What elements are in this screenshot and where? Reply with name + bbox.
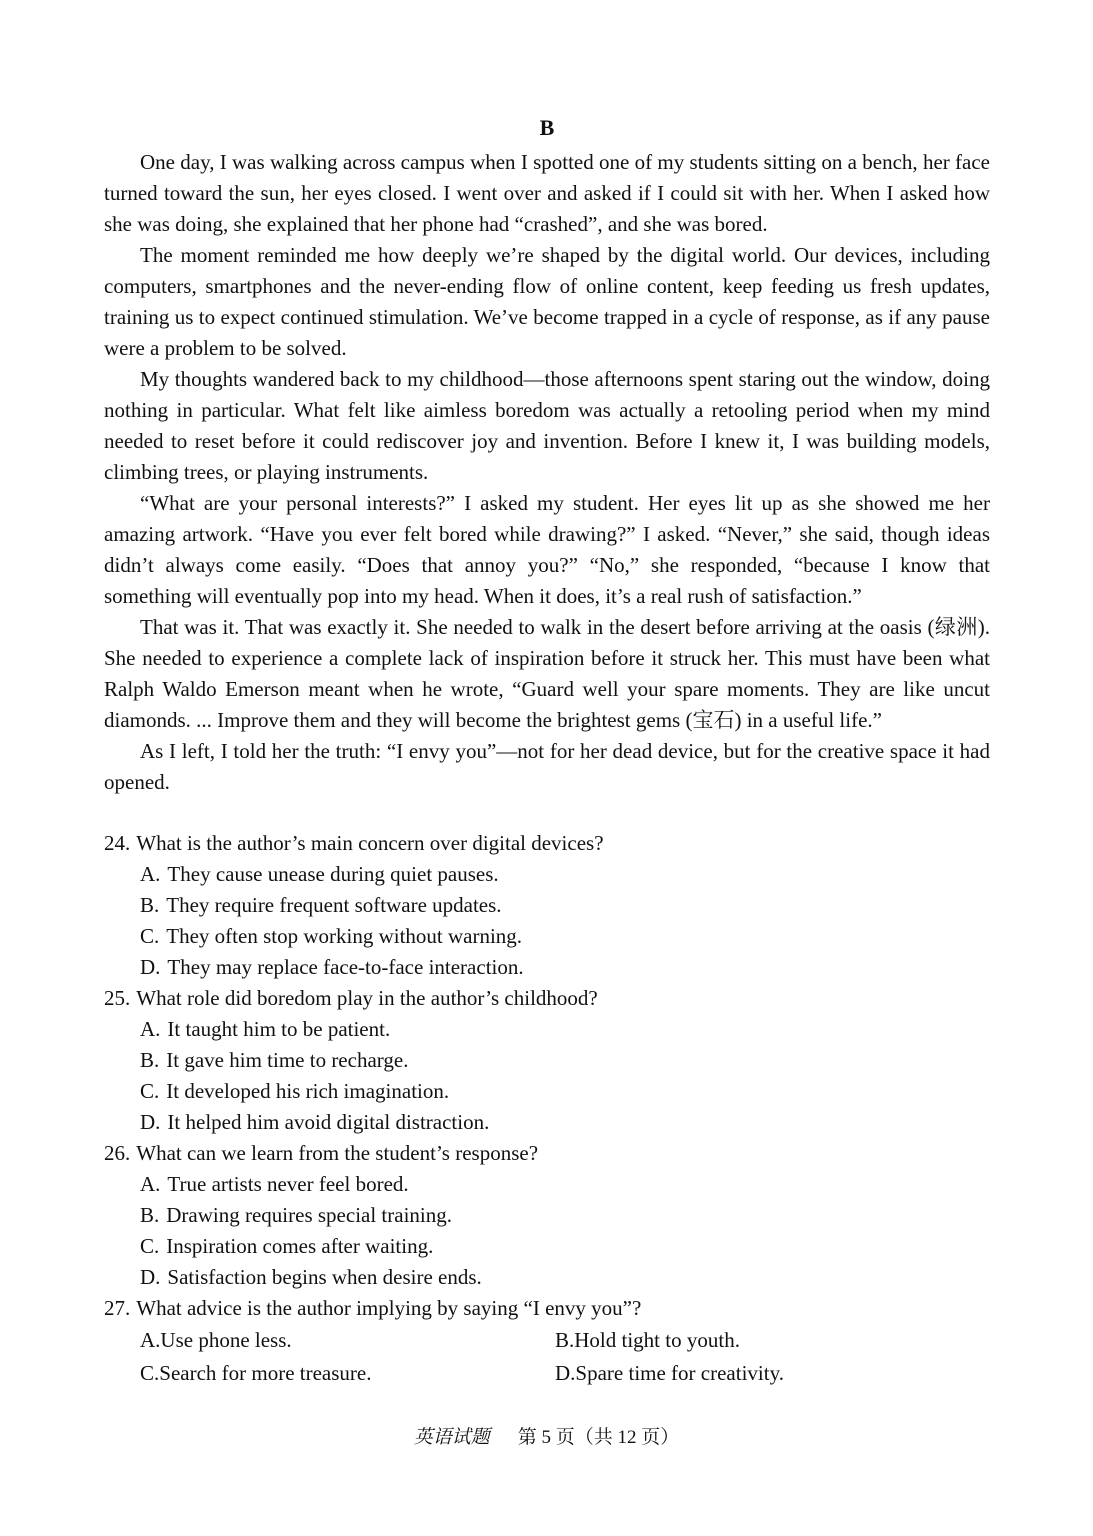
option-text: Satisfaction begins when desire ends. [167,1265,482,1289]
option-text: They often stop working without warning. [166,924,523,948]
option-text: They require frequent software updates. [166,893,502,917]
option-item [104,859,990,890]
options-two-column [104,1324,990,1390]
option-item [104,890,990,921]
passage-paragraph: “What are your personal interests?” I asked my student. Her eyes lit up as she showed me her amazing artwork. “Have you ever felt bored while drawing?” I asked. “Never,” she said, though ideas didn’t always come easily. “Does that annoy you?” “No,” she responded, “because I know that something will eventually pop into my head. When it does, it’s a real rush of satisfaction.” [104,491,990,608]
option-item [140,1324,555,1357]
option-text: Hold tight to youth. [574,1328,740,1352]
option-label: C. [140,1079,160,1103]
page-content [104,112,990,1390]
passage-paragraph: One day, I was walking across campus when I spotted one of my students sitting on a bench, her face turned toward the sun, her eyes closed. I went over and asked if I could sit with her. When I asked how she was doing, she explained that her phone had “crashed”, and she was bored. [104,150,990,236]
option-text: They may replace face-to-face interaction. [167,955,524,979]
option-label: D. [140,955,161,979]
question-stem [104,1138,990,1169]
option-item [555,1357,990,1390]
question-stem [104,828,990,859]
option-text: Drawing requires special training. [166,1203,453,1227]
page-footer [0,1424,1093,1452]
option-item [104,952,990,983]
option-item [104,1045,990,1076]
option-label: B. [555,1328,575,1352]
passage-paragraph: The moment reminded me how deeply we’re shaped by the digital world. Our devices, including computers, smartphones and the never-ending flow of online content, keep feeding us fresh updates, training us to expect continued stimulation. We’ve become trapped in a cycle of response, as if any pause were a problem to be solved. [104,243,990,360]
option-label: A. [140,1172,161,1196]
question-26 [104,1138,990,1293]
option-label: D. [140,1110,161,1134]
option-text: It gave him time to recharge. [166,1048,409,1072]
reading-passage [104,147,990,798]
option-label: C. [140,924,160,948]
option-label: A. [140,1017,161,1041]
question-number: 26. [104,1141,131,1165]
question-text: What role did boredom play in the author’s childhood? [136,986,598,1010]
option-item [104,1231,990,1262]
passage-paragraph: That was it. That was exactly it. She needed to walk in the desert before arriving at the oasis (绿洲). She needed to experience a complete lack of inspiration before it struck her. This must have been what Ralph Waldo Emerson meant when he wrote, “Guard well your spare moments. They are like uncut diamonds. ... Improve them and they will become the brightest gems (宝石) in a useful life.” [104,615,990,732]
section-heading: B [539,115,555,140]
option-label: C. [140,1234,160,1258]
question-number: 25. [104,986,131,1010]
question-27 [104,1293,990,1390]
question-number: 27. [104,1296,131,1320]
option-text: True artists never feel bored. [167,1172,409,1196]
footer-page-number: 第 5 页（共 12 页） [517,1427,680,1448]
option-label: A. [140,862,161,886]
question-text: What can we learn from the student’s response? [136,1141,539,1165]
option-label: D. [555,1361,576,1385]
option-text: Search for more treasure. [159,1361,372,1385]
option-item [104,921,990,952]
option-text: Inspiration comes after waiting. [166,1234,434,1258]
option-text: It helped him avoid digital distraction. [167,1110,490,1134]
option-label: B. [140,1203,160,1227]
footer-exam-title: 英语试题 [413,1427,490,1448]
option-text: They cause unease during quiet pauses. [167,862,499,886]
question-text: What advice is the author implying by saying “I envy you”? [136,1296,642,1320]
passage-paragraph: My thoughts wandered back to my childhood—those afternoons spent staring out the window, doing nothing in particular. What felt like aimless boredom was actually a retooling period when my mind needed to reset before it could rediscover joy and invention. Before I knew it, I was building models, climbing trees, or playing instruments. [104,367,990,484]
option-item [555,1324,990,1357]
question-stem [104,983,990,1014]
question-number: 24. [104,831,131,855]
option-label: A. [140,1328,161,1352]
option-item [104,1262,990,1293]
option-text: Use phone less. [160,1328,292,1352]
option-text: It taught him to be patient. [167,1017,391,1041]
option-item [104,1200,990,1231]
option-text: Spare time for creativity. [575,1361,784,1385]
question-25 [104,983,990,1138]
option-label: B. [140,893,160,917]
question-24 [104,828,990,983]
option-text: It developed his rich imagination. [166,1079,450,1103]
option-label: D. [140,1265,161,1289]
option-item [104,1014,990,1045]
option-item [104,1107,990,1138]
option-item [104,1169,990,1200]
option-item [140,1357,555,1390]
passage-paragraph: As I left, I told her the truth: “I envy you”—not for her dead device, but for the creative space it had opened. [104,739,990,794]
question-stem [104,1293,990,1324]
question-text: What is the author’s main concern over digital devices? [136,831,604,855]
option-item [104,1076,990,1107]
option-label: B. [140,1048,160,1072]
questions-section [104,828,990,1390]
option-label: C. [140,1361,160,1385]
